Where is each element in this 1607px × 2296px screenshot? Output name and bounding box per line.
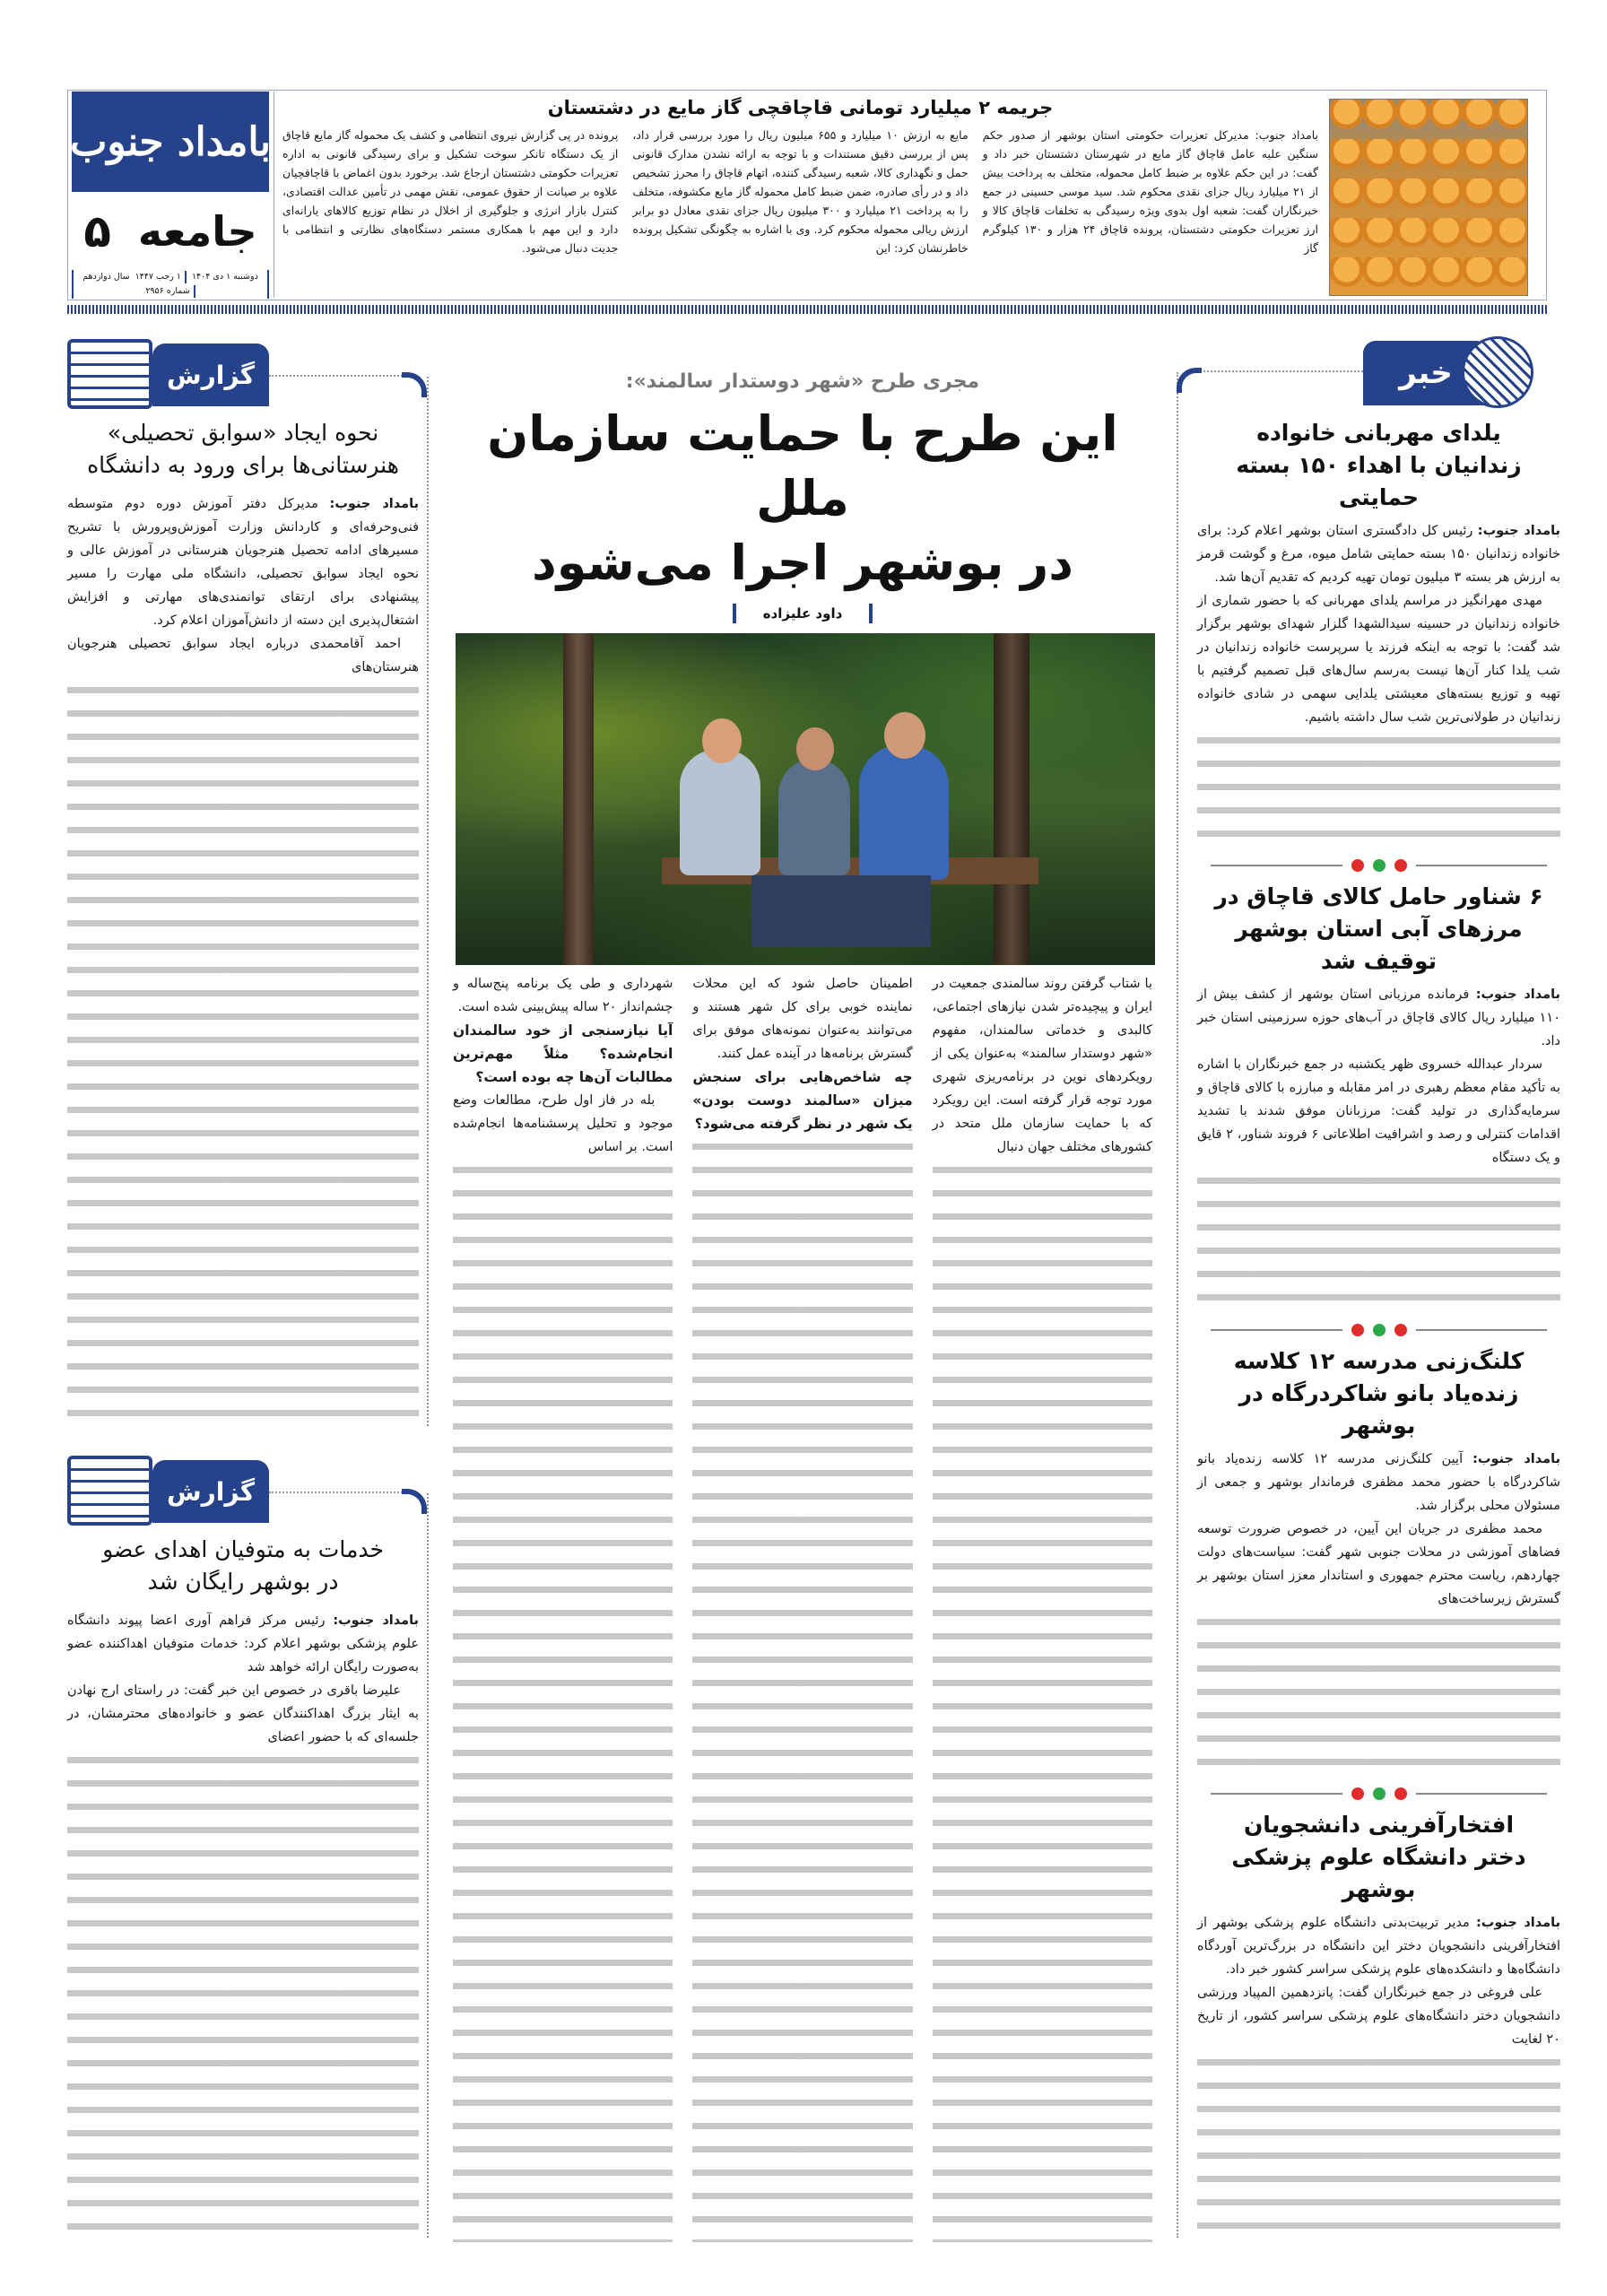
newspaper-pencil-icon (67, 339, 152, 409)
headline-line: این طرح با حمایت سازمان ملل (487, 405, 1118, 526)
report-article (67, 417, 419, 1426)
author-name: داود علیزاده (762, 605, 843, 622)
section-heading (72, 192, 269, 270)
text-continuation (1197, 1170, 1560, 1314)
news-article (1197, 417, 1560, 850)
article-lead: رئیس مرکز فراهم آوری اعضا پیوند دانشگاه علوم پزشکی بوشهر اعلام کرد: خدمات متوفیان اهداکننده عضو به‌صورت رایگان ارائه خواهد شد (67, 1613, 419, 1674)
main-story-kicker: مجری طرح «شهر دوستدار سالمند»: (625, 370, 980, 393)
report-badge (152, 1460, 269, 1523)
text-continuation (67, 679, 419, 1426)
newspaper-pencil-icon (67, 1456, 152, 1526)
byline (448, 603, 1157, 624)
text-continuation (1197, 729, 1560, 850)
headline-line: خدمات به متوفیان اهدای عضو (102, 1536, 384, 1562)
right-column-border (1177, 372, 1178, 2238)
article-headline: یلدای مهربانی خانواده زندانیان با اهداء ۱۵۰ بسته حمایتی (1236, 420, 1522, 510)
news-article (1197, 881, 1560, 1314)
logo-text: بامداد جنوب (69, 118, 272, 165)
date-weekday: دوشنبه ۱ دی ۱۴۰۴ (191, 272, 258, 282)
source-label: بامداد جنوب: (1477, 524, 1561, 538)
source-label: بامداد جنوب: (1472, 1451, 1561, 1466)
article-headline (67, 417, 419, 482)
report-badge-label: گزارش (166, 360, 256, 390)
globe-icon (1462, 336, 1533, 408)
headline-line: در بوشهر اجرا می‌شود (532, 535, 1073, 591)
article-text: علیرضا باقری در خصوص این خبر گفت: در راستای ارج نهادن به ایثار بزرگ اهداکنندگان عضو و خانواده‌های محترمشان، در جلسه‌ای که با حضور اعضای (67, 1683, 419, 1744)
headline-line: در بوشهر رایگان شد (147, 1569, 339, 1595)
article-lead: مدیر تربیت‌بدنی دانشگاه علوم پزشکی بوشهر از افتخارآفرینی دانشجویان دختر این دانشگاه در بزرگ‌ترین آوردگاه دانشگاه‌ها و دانشکده‌های علوم پزشکی سراسر کشور خبر داد. (1197, 1915, 1560, 1977)
left-column-border (427, 1493, 429, 2238)
top-story-column: مایع به ارزش ۱۰ میلیارد و ۶۵۵ میلیون ریال را مورد بررسی قرار داد، پس از بررسی دقیق مستندات و با توجه به ارائه نشدن مدارک قانونی حمل و نگهداری کالا، شعبه رسیدگی کننده، اتهام قاچاق را محرز تشخیص داد و در رأی صادره، ضمن ضبط کامل محموله گاز مایع مکشوفه، متخلف را به پرداخت ۲۱ میلیارد و ۳۰۰ میلیون ریال جزای نقدی معادل دو برابر ارزش ریالی محموله محکوم کرد. وی با اشاره به چگونگی تشکیل پرونده خاطرنشان کرد: این (632, 128, 969, 255)
text-continuation (933, 1159, 1152, 2242)
gas-cylinders-photo (1329, 99, 1528, 296)
top-story (282, 95, 1318, 257)
left-column-corner (402, 1489, 427, 1514)
top-story-headline: جریمه ۲ میلیارد تومانی قاچاقچی گاز مایع در دشتستان (547, 97, 1054, 118)
article-text: علی فروغی در جمع خبرنگاران گفت: پانزدهمین المپیاد ورزشی دانشجویان دختر دانشگاه‌های علوم پزشکی سراسر کشور، از تاریخ ۲۰ لغایت (1197, 1985, 1560, 2047)
source-label: بامداد جنوب: (1475, 1915, 1561, 1930)
source-label: بامداد جنوب: (333, 1613, 420, 1628)
interview-question: چه شاخص‌هایی برای سنجش میزان «سالمند دوست بودن» یک شهر در نظر گرفته می‌شود؟ (692, 1069, 913, 1132)
news-badge-label: خبر (1399, 355, 1453, 391)
news-article (1197, 1809, 1560, 2242)
left-column-top-rule (269, 375, 413, 377)
text-continuation (1197, 1611, 1560, 1779)
text-column (692, 972, 912, 2242)
left-column-border (427, 377, 429, 1426)
paragraph: بله در فاز اول طرح، مطالعات وضع موجود و تحلیل پرسشنامه‌ها انجام‌شده است. بر اساس (453, 1093, 673, 1154)
main-story-body (448, 972, 1157, 2242)
main-story-headline (448, 402, 1157, 596)
article-separator (1197, 850, 1560, 881)
article-headline: افتخارآفرینی دانشجویان دختر دانشگاه علوم پزشکی بوشهر (1231, 1811, 1526, 1902)
text-continuation (692, 1135, 912, 2242)
article-lead: آیین کلنگ‌زنی مدرسه ۱۲ کلاسه زنده‌یاد بانو شاکردرگاه با حضور محمد مظفری فرماندار بوشهر و جمعی از مسئولان محلی برگزار شد. (1197, 1451, 1560, 1513)
article-lead: مدیرکل دفتر آموزش دوره دوم متوسطه فنی‌وحرفه‌ای و کاردانش وزارت آموزش‌وپرورش با تشریح مسیرهای ادامه تحصیل هنرجویان هنرستانی در آموزش عالی و نحوه ایجاد سوابق تحصیلی، دانشگاه ملی مهارت را مسیر پیشنهادی برای ارتقای توانمندی‌های مهارتی و افزایش اشتغال‌پذیری این دسته از دانش‌آموزان اعلام کرد. (67, 497, 419, 628)
article-lead: فرمانده مرزبانی استان بوشهر از کشف بیش از ۱۱۰ میلیارد ریال کالای قاچاق در آب‌های حوزه سرزمینی استان خبر داد. (1197, 987, 1560, 1049)
year-label: سال دوازدهم (83, 272, 130, 282)
top-story-column: بامداد جنوب: مدیرکل تعزیرات حکومتی استان بوشهر از صدور حکم سنگین علیه عامل قاچاق گاز مایع در شهرستان دشتستان خبر داد و گفت: در این حکم علاوه بر ضبط کامل محموله، متخلف به پرداخت بیش از ۲۱ میلیارد ریال جزای نقدی محکوم شد. سید موسی حسینی در جمع خبرنگاران گفت: شعبه اول بدوی ویژه رسیدگی به تخلفات قاچاق کالا و ارز تعزیرات حکومتی دشتستان، پرونده قاچاق ۲۴ هزار و ۱۳۰ کیلوگرم گاز (982, 128, 1318, 255)
elderly-men-park-photo (456, 633, 1155, 965)
report-badge-label: گزارش (166, 1476, 256, 1507)
masthead (69, 91, 272, 299)
right-column-corner (1177, 368, 1202, 393)
article-text: مهدی مهرانگیز در مراسم یلدای مهربانی که با حضور شماری از خانواده زندانیان در حسینه سیدالشهدا گلزار شهدای بوشهر برگزار شد گفت: با توجه به اینکه فرزند یا سرپرست خانواده زندانیان در شب یلدا کنار آن‌ها نیست به‌رسم سال‌های قبل تصمیم گرفتیم با تهیه و توزیع بسته‌های معیشتی یلدایی سهمی در شادی خانواده زندانیان در طولانی‌ترین شب سال داشته باشیم. (1197, 594, 1560, 725)
main-story (448, 368, 1157, 2242)
date-hijri: ۱ رجب ۱۴۴۷ (135, 271, 187, 283)
report-badge (152, 344, 269, 406)
article-separator (1197, 1315, 1560, 1345)
text-continuation (67, 1749, 419, 2242)
text-column (933, 972, 1152, 2242)
left-column-top-rule (269, 1492, 413, 1493)
article-lead: رئیس کل دادگستری استان بوشهر اعلام کرد: برای خانواده زندانیان ۱۵۰ بسته حمایتی شامل میوه، مرغ و گوشت قرمز به ارزش هر بسته ۳ میلیون تومان تهیه کردیم که تقدیم آن‌ها شد. (1197, 524, 1560, 585)
article-text: احمد آقامحمدی درباره ایجاد سوابق تحصیلی هنرجویان هنرستان‌های (67, 637, 419, 674)
right-column (1197, 417, 1560, 2242)
article-headline: ۶ شناور حامل کالای قاچاق در مرزهای آبی استان بوشهر توقیف شد (1214, 883, 1543, 975)
paragraph: اطمینان حاصل شود که این محلات نماینده خوبی برای کل شهر هستند و می‌توانند به‌عنوان نمونه‌های موفق برای گسترش برنامه‌ها در آینده عمل کنند. (692, 977, 913, 1061)
headline-line: نحوه ایجاد «سوابق تحصیلی» (107, 420, 379, 446)
source-label: بامداد جنوب: (329, 497, 420, 511)
headline-line: هنرستانی‌ها برای ورود به دانشگاه (87, 452, 399, 478)
left-column-corner (402, 372, 427, 397)
paragraph: شهرداری و طی یک برنامه پنج‌ساله و چشم‌انداز ۲۰ ساله پیش‌بینی شده است. (453, 977, 673, 1014)
text-column (453, 972, 673, 2242)
right-column-top-rule (1193, 370, 1363, 372)
source-label: بامداد جنوب: (1475, 987, 1561, 1003)
article-text: سردار عبدالله خسروی ظهر یکشنبه در جمع خبرنگاران با اشاره به تأکید مقام معظم رهبری در امر مقابله و مبارزه با کالای قاچاق و سرمایه‌گذاری در تولید گفت: مرزبانان موفق شدند با تشدید اقدامات کنترلی و رصد و اشرافیت اطلاعاتی ۶ فروند شناور، ۲ قایق و یک دستگاه (1197, 1057, 1561, 1166)
paragraph: با شتاب گرفتن روند سالمندی جمعیت در ایران و پیچیده‌تر شدن نیازهای اجتماعی، کالبدی و خدماتی سالمندان، مفهوم «شهر دوستدار سالمند» به‌عنوان یکی از رویکردهای نوین در برنامه‌ریزی شهری مورد توجه قرار گرفته است. این رویکرد که با حمایت سازمان ملل متحد در کشورهای مختلف جهان دنبال (932, 977, 1152, 1154)
article-text: محمد مظفری در جریان این آیین، در خصوص ضرورت توسعه فضاهای آموزشی در محلات جنوبی شهر گفت: سیاست‌های دولت چهاردهم، ریاست محترم جمهوری و استاندار معزز استان بوشهر بر گسترش زیرساخت‌های (1197, 1521, 1560, 1606)
article-headline (67, 1534, 419, 1598)
interview-question: آیا نیازسنجی از خود سالمندان انجام‌شده؟ مثلاً مهم‌ترین مطالبات آن‌ها چه بوده است؟ (453, 1022, 673, 1085)
text-continuation (453, 1159, 673, 2242)
header-stripe-divider (67, 305, 1547, 314)
issue-number: شماره ۲۹۵۶ (145, 285, 195, 298)
report-article (67, 1534, 419, 2242)
masthead-logo (69, 91, 272, 192)
news-article (1197, 1345, 1560, 1779)
section-title: جامعه (137, 206, 257, 256)
top-story-column: پرونده در پی گزارش نیروی انتظامی و کشف یک محموله گاز مایع قاچاق از یک دستگاه تانکر سوخت تشکیل و برای رسیدگی قانونی به اداره تعزیرات حکومتی دشتستان ارجاع شد. برخورد بدون اغماض با قاچاقچیان علاوه بر صیانت از حقوق عمومی، نقش مهمی در تأمین عدالت اقتصادی، کنترل بازار انرژی و جلوگیری از اخلال در نظام توزیع کالاهای یارانه‌ای دارد و این مهم با همکاری مستمر دستگاه‌های نظارتی و انتظامی با جدیت دنبال می‌شود. (282, 128, 619, 255)
text-continuation (1197, 2051, 1560, 2242)
article-separator (1197, 1779, 1560, 1809)
date-strip (72, 270, 269, 299)
page-number: ۵ (83, 204, 111, 257)
article-headline: کلنگ‌زنی مدرسه ۱۲ کلاسه زنده‌یاد بانو شاکردرگاه در بوشهر (1233, 1347, 1524, 1439)
